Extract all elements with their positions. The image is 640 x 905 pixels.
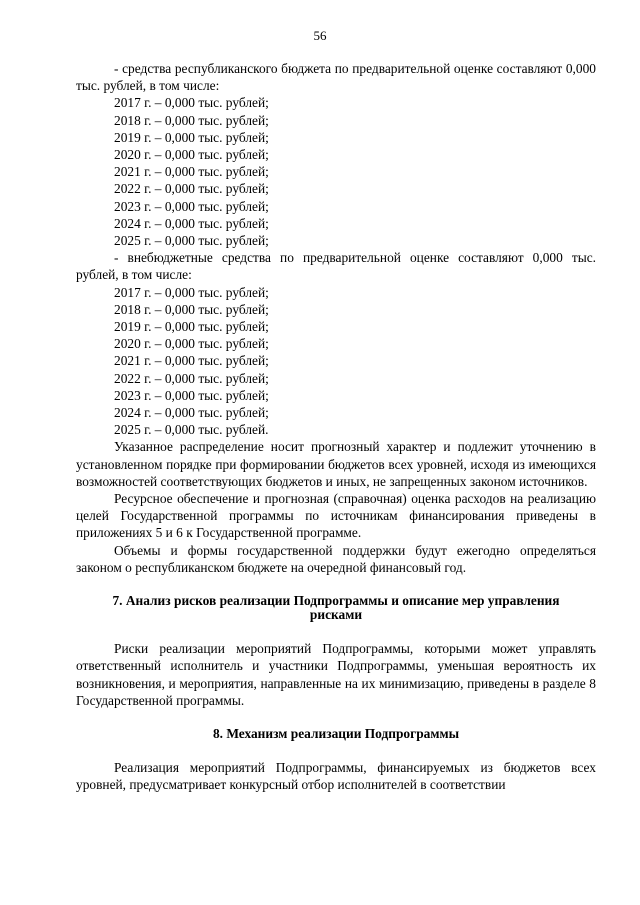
section-7-heading: 7. Анализ рисков реализации Подпрограммы и описание мер управления xyxy=(112,593,560,609)
spacer xyxy=(76,576,596,594)
risks-paragraph: Риски реализации мероприятий Подпрограммы, которыми может управлять ответственный исполнитель и участники Подпрограммы, уменьшая вероятность их возникновения, и мероприятия, направленные на их минимизацию, приведены в разделе 8 Государственной программы. xyxy=(76,641,596,708)
year-line: 2021 г. – 0,000 тыс. рублей; xyxy=(114,353,269,369)
year-line: 2019 г. – 0,000 тыс. рублей; xyxy=(114,129,269,145)
spacer xyxy=(76,741,596,759)
distribution-paragraph: Указанное распределение носит прогнозный характер и подлежит уточнению в установленном порядке при формировании бюджетов всех уровней, исходя из имеющихся возможностей соответствующих бюджетов и иных, не запрещенных законом источников. xyxy=(76,439,596,489)
year-line: 2019 г. – 0,000 тыс. рублей; xyxy=(114,319,269,335)
resources-paragraph: Ресурсное обеспечение и прогнозная (справочная) оценка расходов на реализацию целей Государственной программы по источникам финансирования приведены в приложениях 5 и 6 к Государственной программе. xyxy=(76,491,596,541)
page-number: 56 xyxy=(313,28,327,43)
year-line: 2024 г. – 0,000 тыс. рублей; xyxy=(114,215,269,231)
year-line: 2018 г. – 0,000 тыс. рублей; xyxy=(114,112,269,128)
year-line: 2020 г. – 0,000 тыс. рублей; xyxy=(114,336,269,352)
section-8-heading: 8. Механизм реализации Подпрограммы xyxy=(212,725,460,741)
republican-budget-intro: - средства республиканского бюджета по предварительной оценке составляют 0,000 тыс. рублей, в том числе: xyxy=(76,61,596,94)
year-line: 2022 г. – 0,000 тыс. рублей; xyxy=(114,370,269,386)
year-line: 2022 г. – 0,000 тыс. рублей; xyxy=(114,181,269,197)
year-line: 2017 г. – 0,000 тыс. рублей; xyxy=(114,284,269,300)
spacer xyxy=(76,709,596,727)
extra-budget-years-list xyxy=(76,284,596,439)
year-line: 2024 г. – 0,000 тыс. рублей; xyxy=(114,405,269,421)
year-line: 2023 г. – 0,000 тыс. рублей; xyxy=(114,198,269,214)
extra-budget-intro: - внебюджетные средства по предварительной оценке составляют 0,000 тыс. рублей, в том числе: xyxy=(76,250,596,283)
document-body xyxy=(76,60,596,793)
year-line: 2018 г. – 0,000 тыс. рублей; xyxy=(114,301,269,317)
mechanism-paragraph: Реализация мероприятий Подпрограммы, финансируемых из бюджетов всех уровней, предусматривает конкурсный отбор исполнителей в соответствии xyxy=(76,759,596,793)
year-line: 2025 г. – 0,000 тыс. рублей. xyxy=(114,422,269,438)
year-line: 2021 г. – 0,000 тыс. рублей; xyxy=(114,164,269,180)
year-line: 2025 г. – 0,000 тыс. рублей; xyxy=(114,233,269,249)
year-line: 2023 г. – 0,000 тыс. рублей; xyxy=(114,387,269,403)
volumes-paragraph: Объемы и формы государственной поддержки будут ежегодно определяться законом о республиканском бюджете на очередной финансовый год. xyxy=(76,542,596,575)
year-line: 2017 г. – 0,000 тыс. рублей; xyxy=(114,95,269,111)
republican-budget-years-list xyxy=(76,94,596,249)
year-line: 2020 г. – 0,000 тыс. рублей; xyxy=(114,147,269,163)
spacer xyxy=(76,622,596,640)
section-7-heading-continued: рисками xyxy=(309,607,363,623)
